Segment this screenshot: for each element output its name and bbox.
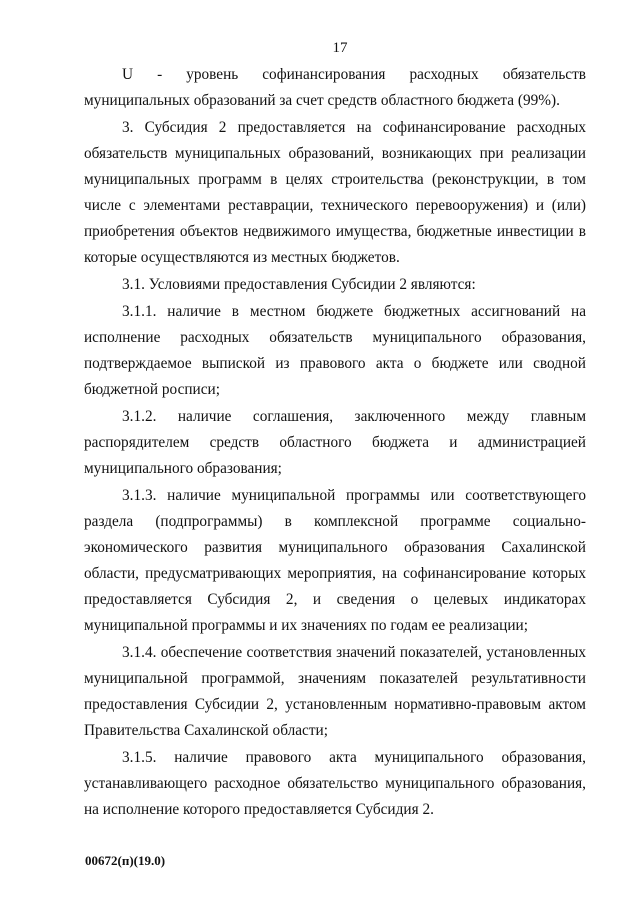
paragraph-3-1: 3.1. Условиями предоставления Субсидии 2 являются: [122,276,476,293]
paragraph-3: 3. Субсидия 2 предоставляется на софинансирование расходных обязательств муниципальных образований, возникающих при реализации муниципальных программ в целях строительства (реконструкции, в том числе с элементами реставрации, технического перевооружения) и (или) приобретения объектов недвижимого имущества, бюджетные инвестиции в которые осуществляются из местных бюджетов. [84,119,586,266]
paragraph-3-1-5: 3.1.5. наличие правового акта муниципального образования, устанавливающего расходное обязательство муниципального образования, на исполнение которого предоставляется Субсидия 2. [84,749,586,818]
paragraph-3-1-4: 3.1.4. обеспечение соответствия значений показателей, установленных муниципальной программой, значениям показателей результативности предоставления Субсидии 2, установленным нормативно-правовым актом Правительства Сахалинской области; [84,644,586,739]
paragraph-u-definition: U - уровень софинансирования расходных обязательств муниципальных образований за счет средств областного бюджета (99%). [84,66,586,109]
paragraph-3-1-1: 3.1.1. наличие в местном бюджете бюджетных ассигнований на исполнение расходных обязательств муниципального образования, подтверждаемое выпиской из правового акта о бюджете или сводной бюджетной росписи; [84,303,586,398]
paragraph-3-1-2: 3.1.2. наличие соглашения, заключенного между главным распорядителем средств областного бюджета и администрацией муниципального образования; [84,408,586,477]
document-code: 00672(п)(19.0) [85,853,166,868]
paragraph-3-1-3: 3.1.3. наличие муниципальной программы или соответствующего раздела (подпрограммы) в комплексной программе социально-экономического развития муниципального образования Сахалинской области, предусматривающих мероприятия, на софинансирование которых предоставляется Субсидия 2, и сведения о целевых индикаторах муниципальной программы и их значениях по годам ее реализации; [84,487,586,634]
page-number: 17 [332,40,348,56]
document-body [84,62,586,824]
